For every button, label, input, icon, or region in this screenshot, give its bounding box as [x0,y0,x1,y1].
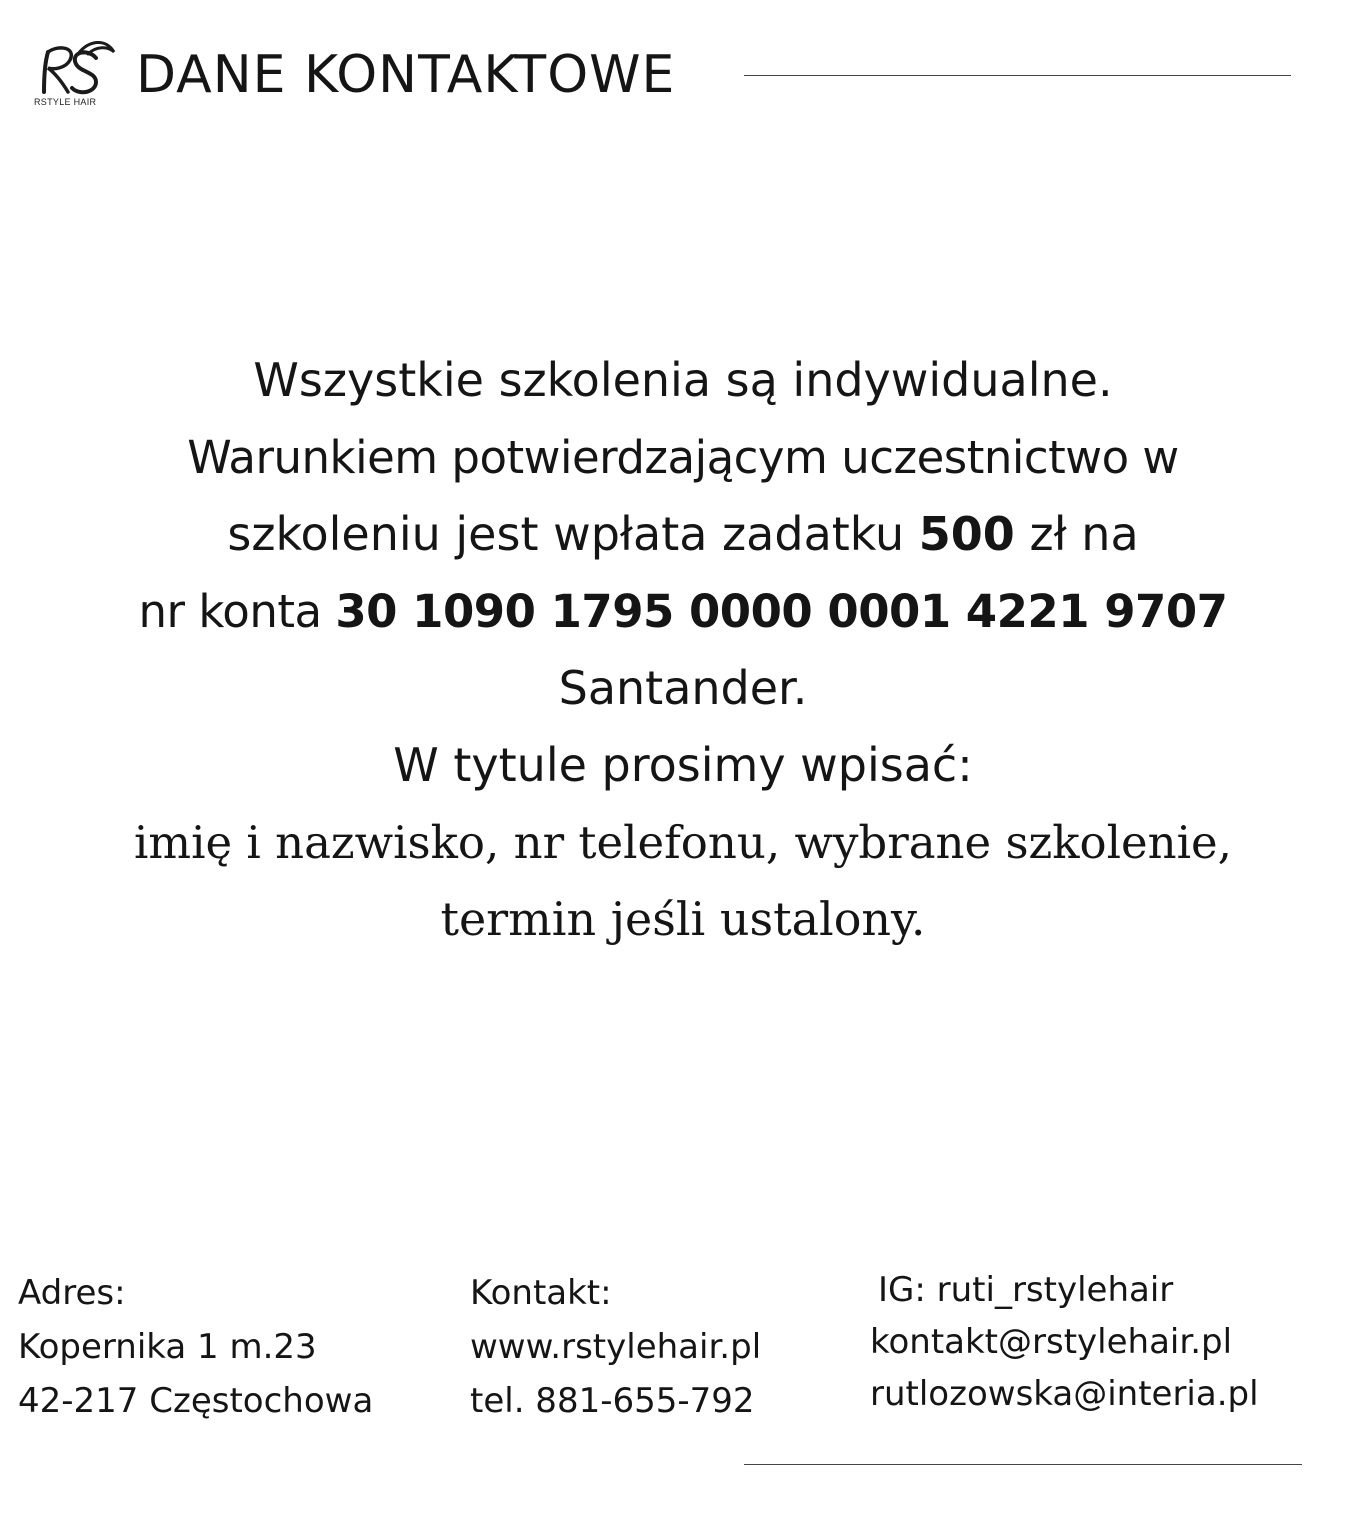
account-number: 30 1090 1795 0000 0001 4221 9707 [335,585,1228,638]
address-street: Kopernika 1 m.23 [18,1327,317,1367]
brand-logo [30,38,120,110]
info-line-account [0,573,1366,650]
page-title: DANE KONTAKTOWE [136,45,676,105]
email-secondary-link[interactable]: rutlozowska@interia.pl [870,1374,1259,1414]
info-line-term: termin jeśli ustalony. [440,892,926,946]
contact-label: Kontakt: [470,1273,612,1313]
info-line-deposit [0,496,1366,573]
footer-divider [744,1464,1302,1465]
info-line-condition: Warunkiem potwierdzającym uczestnictwo w [187,431,1179,484]
deposit-amount: 500 [918,507,1015,561]
deposit-text-after: zł na [1014,507,1139,561]
rs-monogram-icon [30,38,120,98]
website-link[interactable]: www.rstylehair.pl [470,1327,762,1367]
training-info [0,342,1366,958]
address-city: 42-217 Częstochowa [18,1381,374,1421]
account-label: nr konta [138,585,336,638]
logo-caption: RSTYLE HAIR [34,97,97,107]
info-line-title-instruction: W tytule prosimy wpisać: [393,738,973,792]
address-block [18,1266,373,1428]
email-primary-link[interactable]: kontakt@rstylehair.pl [870,1322,1233,1362]
deposit-text-before: szkoleniu jest wpłata zadatku [227,507,919,561]
info-line-bank: Santander. [558,661,808,715]
instagram-handle[interactable]: IG: ruti_rstylehair [878,1270,1174,1310]
contact-block [470,1266,761,1428]
header-divider [744,75,1291,76]
phone-number[interactable]: tel. 881-655-792 [470,1381,755,1421]
social-block [870,1264,1259,1420]
info-line-individual: Wszystkie szkolenia są indywidualne. [253,353,1113,407]
info-line-title-fields: imię i nazwisko, nr telefonu, wybrane szkolenie, [134,816,1232,869]
address-label: Adres: [18,1273,126,1313]
